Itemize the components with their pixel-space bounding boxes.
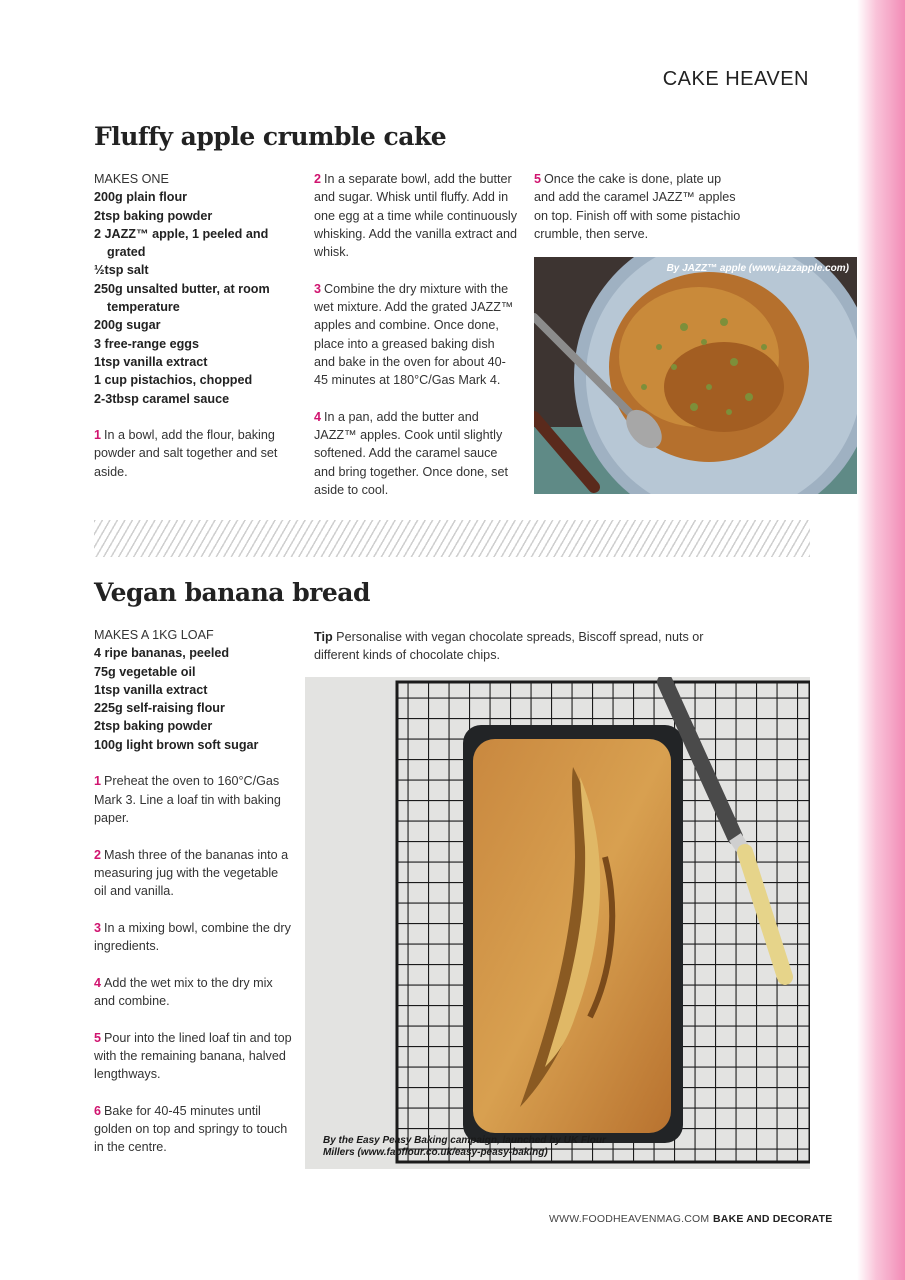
ingredient: 3 free-range eggs	[94, 336, 199, 351]
step: 5 Once the cake is done, plate up and add the caramel JAZZ™ apples on top. Finish off with some pistachio crumble, then serve.	[534, 172, 741, 241]
apple-cake-final-step	[534, 170, 744, 243]
step: 2 In a separate bowl, add the butter and sugar. Whisk until fluffy. Add in one egg at a time while continuously whisking. Add the vanilla extract and whisk.	[314, 172, 518, 260]
step: 1 In a bowl, add the flour, baking powder and salt together and set aside.	[94, 428, 278, 479]
apple-crumble-illustration	[534, 257, 857, 494]
photo-credit: By the Easy Peasy Baking campaign, launched by UK Flour Millers (www.fabflour.co.uk/easy-peasy-baking)	[323, 1135, 606, 1158]
tip-label: Tip	[314, 630, 333, 644]
step: 4 In a pan, add the butter and JAZZ™ apples. Cook until slightly softened. Add the caramel sauce and bring together. Once done, set aside to cool.	[314, 409, 508, 498]
ingredient: 225g self-raising flour	[94, 701, 225, 716]
ingredient: 1tsp vanilla extract	[94, 682, 208, 697]
ingredient: 1 cup pistachios, chopped	[94, 373, 253, 388]
recipe-title-banana-bread: Vegan banana bread	[94, 578, 370, 607]
tip-text: Personalise with vegan chocolate spreads, Biscoff spread, nuts or different kinds of chocolate chips.	[314, 630, 704, 663]
step: 1 Preheat the oven to 160°C/Gas Mark 3. Line a loaf tin with baking paper.	[94, 774, 281, 825]
makes-label: MAKES ONE	[94, 172, 169, 186]
ingredient: 2tsp baking powder	[94, 719, 213, 734]
step: 6 Bake for 40-45 minutes until golden on top and springy to touch in the centre.	[94, 1103, 288, 1155]
recipe-title-apple-cake: Fluffy apple crumble cake	[94, 122, 447, 151]
ingredient: 1tsp vanilla extract	[94, 354, 208, 369]
step: 5 Pour into the lined loaf tin and top with the remaining banana, halved lengthways.	[94, 1030, 292, 1082]
ingredient: 4 ripe bananas, peeled	[94, 646, 230, 661]
ingredient: ½tsp salt	[94, 263, 149, 278]
ingredient: 2tsp baking powder	[94, 208, 213, 223]
step: 3 In a mixing bowl, combine the dry ingredients.	[94, 920, 291, 954]
step: 2 Mash three of the bananas into a measuring jug with the vegetable oil and vanilla.	[94, 847, 289, 899]
ingredient: 2-3tbsp caramel sauce	[94, 391, 230, 406]
ingredient: 200g plain flour	[94, 190, 188, 205]
makes-label: MAKES A 1KG LOAF	[94, 628, 214, 642]
step: 4 Add the wet mix to the dry mix and combine.	[94, 975, 273, 1008]
photo-credit: By JAZZ™ apple (www.jazzapple.com)	[666, 263, 849, 274]
ingredient: 75g vegetable oil	[94, 664, 196, 679]
step: 3 Combine the dry mixture with the wet mixture. Add the grated JAZZ™ apples and combine. Once done, place into a greased baking dish and bake in the oven for about 40-45 minutes at 180°C/Gas Mark 4.	[314, 281, 514, 388]
banana-bread-illustration	[305, 677, 810, 1169]
apple-cake-ingredients-column	[94, 170, 294, 481]
ingredient: 100g light brown soft sugar	[94, 737, 259, 752]
apple-cake-steps-column	[314, 170, 519, 499]
footer-magazine-name: BAKE AND DECORATE	[713, 1213, 833, 1225]
footer-url: WWW.FOODHEAVENMAG.COM	[549, 1213, 710, 1225]
banana-bread-column	[94, 626, 294, 1157]
hatched-divider	[94, 520, 810, 557]
pink-page-edge	[857, 0, 905, 1280]
banana-bread-photo	[305, 677, 810, 1169]
ingredient: 250g unsalted butter, at room temperature	[94, 281, 270, 315]
section-title: CAKE HEAVEN	[662, 68, 809, 90]
apple-cake-photo	[534, 257, 857, 494]
ingredient: 2 JAZZ™ apple, 1 peeled and grated	[94, 226, 269, 260]
tip	[314, 628, 714, 665]
ingredient: 200g sugar	[94, 318, 161, 333]
